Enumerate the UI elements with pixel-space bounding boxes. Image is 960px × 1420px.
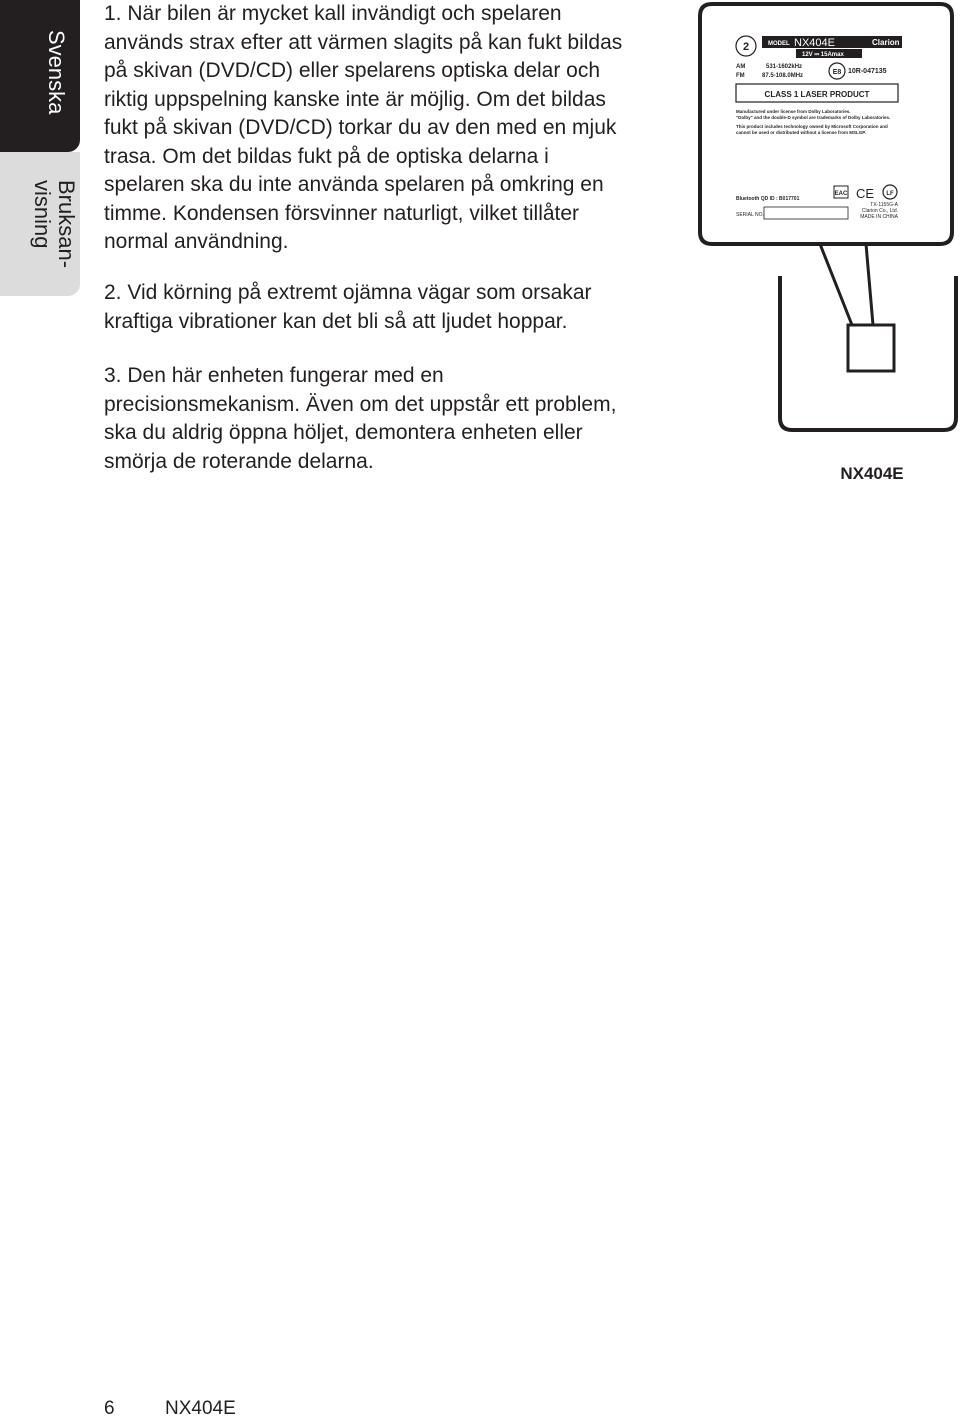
- fm-label: FM: [736, 73, 745, 79]
- e-mark: E8: [832, 69, 842, 76]
- label-brand: Clarion: [872, 38, 900, 47]
- page-number: 6: [104, 1398, 115, 1419]
- am-range: 531-1602kHz: [766, 64, 803, 70]
- cert-eac: EAC: [834, 191, 848, 197]
- paragraph-precision-mechanism: 3. Den här enheten fungerar med en precisionsmekanism. Även om det uppstår ett problem, ska du aldrig öppna höljet, demontera enheten eller smörja de roterande delarna.: [104, 364, 617, 473]
- region-number: 2: [742, 41, 750, 53]
- cert-ce: CE: [856, 186, 875, 201]
- fm-range: 87.5-108.0MHz: [762, 73, 804, 79]
- section-tab-label: Bruksan- visning: [30, 180, 79, 269]
- dolby-line-1: Manufactured under license from Dolby Laboratories.: [736, 109, 851, 114]
- footer-model: NX404E: [165, 1398, 236, 1419]
- language-tab-label: Svenska: [44, 30, 69, 115]
- label-power: 12V ⎓ 15Amax: [802, 52, 844, 58]
- label-origin: MADE IN CHINA: [860, 214, 898, 220]
- am-label: AM: [736, 64, 746, 70]
- model-prefix: MODEL: [768, 41, 790, 47]
- paragraph-vibration: 2. Vid körning på extremt ojämna vägar som orsakar kraftiga vibrationer kan det bli så att ljudet hoppar.: [104, 281, 592, 333]
- language-tab: [0, 0, 80, 152]
- serial-field: [764, 207, 848, 219]
- laser-class: CLASS 1 LASER PRODUCT: [764, 90, 870, 99]
- paragraph-condensation: 1. När bilen är mycket kall invändigt och spelaren används strax efter att värmen slagits på kan fukt bildas på skivan (DVD/CD) eller spelarens optiska delar och riktig uppspelning kanske inte är möjlig. Om det bildas fukt på skivan (DVD/CD) torkar du av den med en mjuk trasa. Om det bildas fukt på de optiska delarna i spelaren ska du inte använda spelaren på omkring en timme. Kondensen försvinner naturligt, vilket tillåter normal användning.: [104, 2, 623, 253]
- section-tab: [0, 152, 80, 296]
- serial-label: SERIAL NO.: [736, 212, 764, 218]
- ms-line-1: This product includes technology owned by Microsoft Corporation and: [736, 124, 888, 129]
- ms-line-2: cannot be used or distributed without a license from MSLGP.: [736, 130, 866, 135]
- callout-pointer: [820, 244, 873, 325]
- label-company: Clarion Co., Ltd.: [861, 208, 898, 214]
- part-number: TX-1155G-A: [870, 202, 898, 208]
- approval-number: 10R-047135: [848, 68, 887, 75]
- dolby-line-2: "Dolby" and the double-D symbol are trademarks of Dolby Laboratories.: [736, 115, 891, 120]
- bluetooth-qd-id: Bluetooth QD ID : B017701: [736, 196, 800, 202]
- cert-lf: LF: [886, 191, 894, 197]
- label-position-marker: [848, 325, 894, 371]
- label-model: NX404E: [794, 37, 835, 49]
- product-label-illustration: [690, 0, 960, 460]
- device-caption: NX404E: [840, 464, 904, 483]
